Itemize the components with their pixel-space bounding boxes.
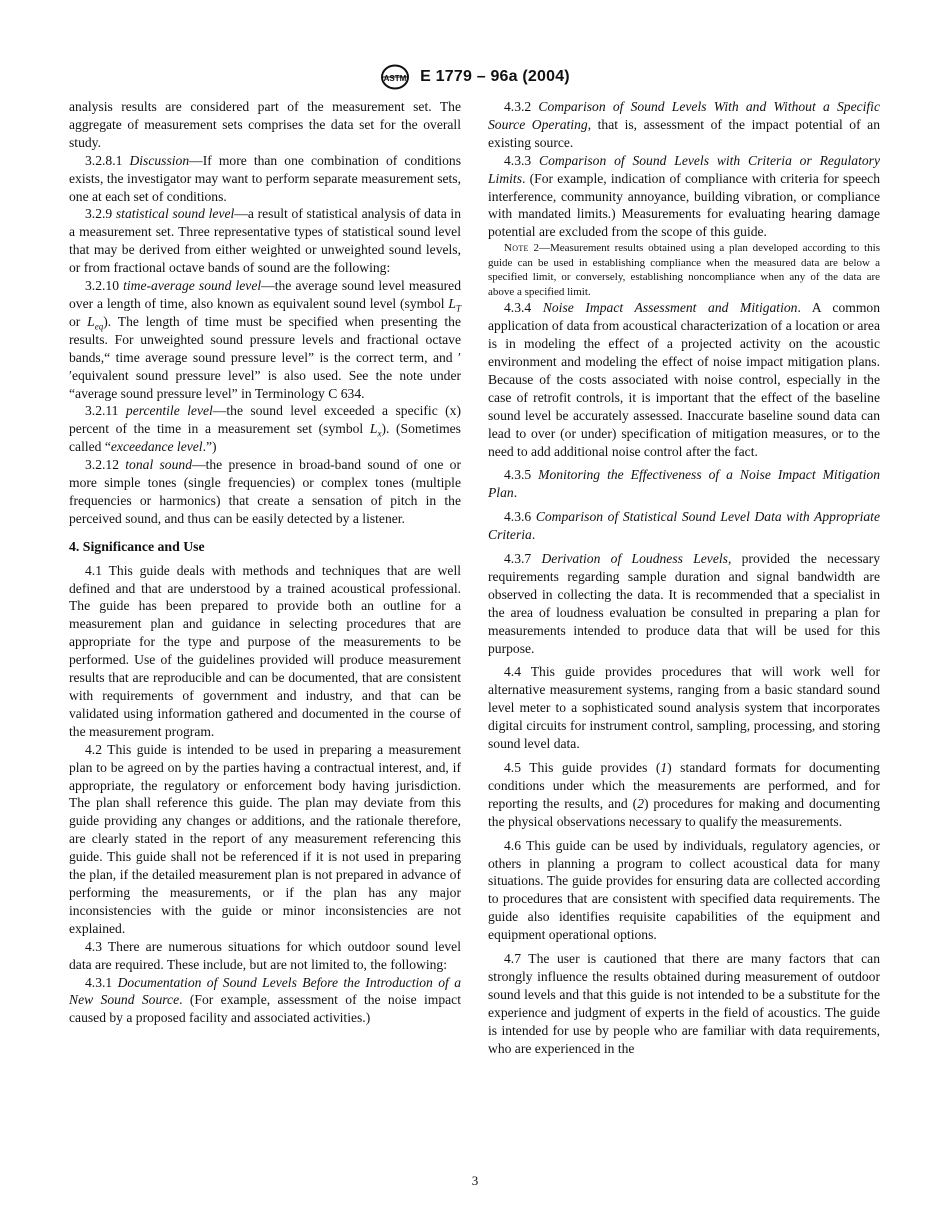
section-4-3-1: 4.3.1 Documentation of Sound Levels Before the Introduction of a New Sound Source. (For example, assessment of the noise impact caused by a proposed facility and associated activities.): [69, 974, 462, 1026]
section-3-2-11: 3.2.11 percentile level—the sound level exceeded a specific (x) percent of the time in a measurement set (symbol $L_x$). (Sometimes called “exceedance level.”): [69, 403, 461, 455]
section-3-2-12: 3.2.12 tonal sound—the presence in broad-band sound of one or more simple tones (single frequencies) or complex tones (multiple frequencies or harmonics) that create a sensation of pitch in the perceived sound, and thus can be easily detected by a listener.: [69, 457, 461, 526]
section-3-2-9: 3.2.9 statistical sound level—a result of statistical analysis of data in a measurement set. Three representative types of statistical sound level that may be derived from either weighted or unweighted sound levels, or from fractional octave bands of sound are the following:: [69, 206, 461, 276]
section-4-1: 4.1 This guide deals with methods and techniques that are well defined and that are understood by a trained acoustical professional. The guide has been prepared to provide both an outline for a measurement plan and guidance in selecting procedures that are appropriate for the type and purpose of the measurements to be performed. Use of the guidelines provided will produce measurement results that are reproducible and can be documented, that are consistent with requirements of government and industry, and that can be validated using information gathered and documented in the course of the measurement program.: [69, 562, 461, 739]
section-4-3-6: 4.3.6 Comparison of Statistical Sound Level Data with Appropriate Criteria.: [488, 509, 880, 543]
page-header: [0, 62, 950, 92]
left-column: [69, 98, 461, 1027]
section-4-7: 4.7 The user is cautioned that there are many factors that can strongly influence the results obtained during measurement of outdoor sound levels and that this guide is not intended to be a substitute for the experience and judgment of experts in the field of acoustics. The guide is intended for use by people who are familiar with data requirements, who are experienced in the: [488, 951, 880, 1056]
section-4-4: 4.4 This guide provides procedures that will work well for alternative measurement systems, ranging from a basic standard sound level meter to a sophisticated sound analysis system that incorporates digital circuits for instrument control, sampling, processing, and storing sound level data.: [488, 664, 880, 752]
svg-text:ASTM: ASTM: [383, 74, 407, 83]
section-4-6: 4.6 This guide can be used by individuals, regulatory agencies, or others in planning a program to collect acoustical data for many situations. The guide provides for ensuring data are collected according to procedures that are consistent with specified data requirements. The guide also identifies requisite capabilities of the equipment and equipment operational options.: [488, 837, 880, 943]
section-4-3-4: 4.3.4 Noise Impact Assessment and Mitigation. A common application of data from acoustical characterization of a location or area is in modeling the effect of a projected activity on the acoustic environment and modeling the effect of noise impact mitigation plans. Because of the costs associated with noise control, especially in the case of retrofit controls, it is important that the effect of the baseline sound level be accurately assessed. Inaccurate baseline sound data can lead to over (or under) specification of mitigation measures, or to the need to add additional noise control after the fact.: [488, 300, 880, 459]
section-4-3-2: 4.3.2 Comparison of Sound Levels With and Without a Specific Source Operating, that is, assessment of the impact potential of an existing source.: [488, 99, 880, 150]
right-column: [488, 98, 880, 1058]
section-3-2-10: 3.2.10 time-average sound level—the average sound level measured over a length of time, also known as equivalent sound level (symbol $L_T$ or $L_{eq}$). The length of time must be specified when presenting the results. For unweighted sound pressure levels and fractional octave bands,“ time average sound pressure level” is the correct term, and ′′equivalent sound pressure level” is also used. See the note under “average sound pressure level” in Terminology C 634.: [69, 278, 461, 401]
section-heading: 4. Significance and Use: [69, 538, 205, 554]
page-number: 3: [471, 1173, 479, 1188]
section-4-2: 4.2 This guide is intended to be used in preparing a measurement plan to be agreed on by the parties having a contractual interest, and, if appropriate, the regulatory or enforcement body having jurisdiction. The plan shall reference this guide. The plan may deviate from this guide providing any changes or additions, and the rationale therefore, are clearly stated in the report of any measurement referencing this guide. This guide shall not be referenced if it is not used in preparing the plan, if the detailed measurement plan is not prepared in advance of performing the measurements, or if the plan has any major inconsistencies with the guide or minor inconsistencies are not explained.: [69, 741, 461, 936]
note-2: Note 2—Measurement results obtained using a plan developed according to this guide can be used in establishing compliance when the measured data are below a specified limit, or conversely, establishing noncompliance when any of the data are above a specified limit.: [488, 242, 880, 298]
section-4-3-3: 4.3.3 Comparison of Sound Levels with Criteria or Regulatory Limits. (For example, indication of compliance with criteria for speech interference, community annoyance, building vibration, or compliance with mandated limits.) Measurements for evaluating hearing damage potential are excluded from the scope of this guide.: [488, 152, 880, 240]
section-4-3-5: 4.3.5 Monitoring the Effectiveness of a Noise Impact Mitigation Plan.: [488, 467, 880, 501]
section-3-2-8-1: 3.2.8.1 Discussion—If more than one combination of conditions exists, the investigator may want to perform separate measurement sets, one at each set of conditions.: [69, 152, 461, 204]
astm-logo-icon: [380, 64, 410, 90]
paragraph: analysis results are considered part of the measurement set. The aggregate of measurement sets comprises the data set for the overall study.: [69, 99, 461, 150]
section-4-3: 4.3 There are numerous situations for which outdoor sound level data are required. These include, but are not limited to, the following:: [69, 938, 461, 972]
section-4-5: 4.5 This guide provides (1) standard formats for documenting conditions under which the measurements are performed, and for reporting the results, and (2) procedures for making and documenting the physical observations necessary to qualify the measurements.: [488, 760, 880, 829]
standard-designation: E 1779 – 96a (2004): [420, 68, 570, 85]
section-4-3-7: 4.3.7 Derivation of Loudness Levels, provided the necessary requirements regarding sample duration and signal bandwidth are observed in collecting the data. It is recommended that a specialist in the area of loudness evaluation be consulted in preparing a plan for measurements intended to produce data that will be used for this purpose.: [488, 551, 880, 656]
